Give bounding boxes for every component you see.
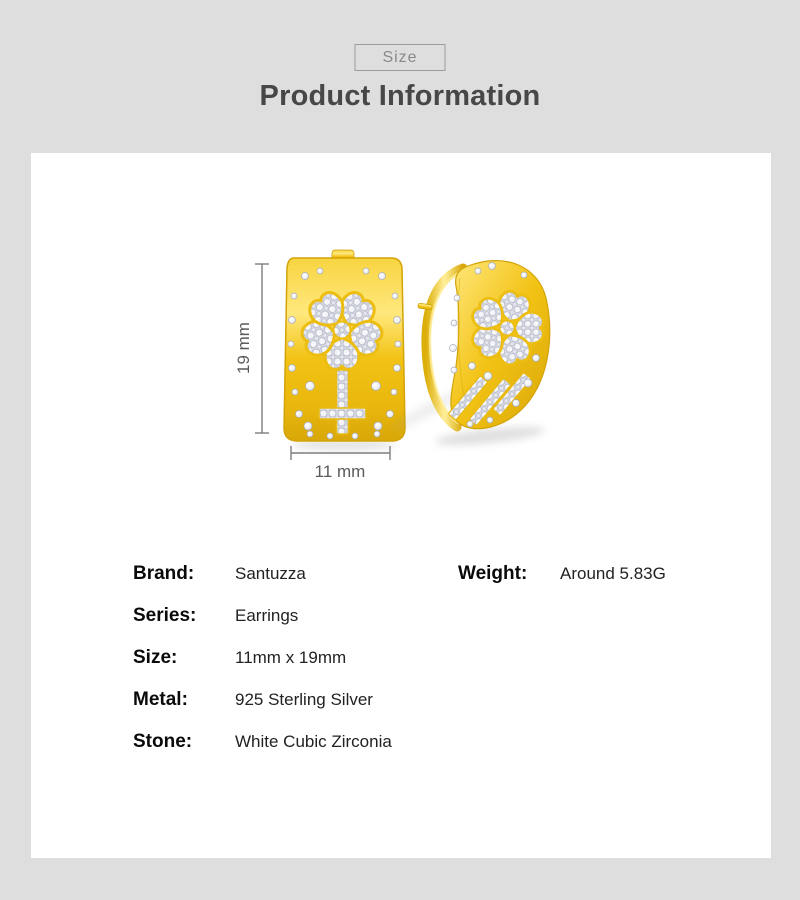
page-title: Product Information xyxy=(259,80,541,112)
size-tag: Size xyxy=(355,44,446,71)
spec-value: 11mm x 19mm xyxy=(235,648,347,667)
spec-value: White Cubic Zirconia xyxy=(235,732,392,751)
height-dimension-label: 19 mm xyxy=(234,322,253,374)
left-earring xyxy=(283,250,405,451)
earrings-image xyxy=(220,238,580,488)
spec-label: Metal: xyxy=(133,689,188,710)
product-card xyxy=(31,153,771,858)
spec-row-series xyxy=(133,605,298,627)
spec-value: Earrings xyxy=(235,606,299,625)
spec-row-metal xyxy=(133,689,373,711)
width-dimension xyxy=(291,446,390,481)
spec-row-brand xyxy=(133,563,306,585)
spec-value: Santuzza xyxy=(235,564,306,583)
spec-label: Stone: xyxy=(133,731,193,752)
spec-value: 925 Sterling Silver xyxy=(235,690,373,709)
spec-label: Size: xyxy=(133,647,178,668)
product-illustration xyxy=(220,238,580,488)
spec-label: Weight: xyxy=(458,563,528,584)
spec-label: Series: xyxy=(133,605,197,626)
spec-row-stone xyxy=(133,731,392,753)
spec-row-size xyxy=(133,647,346,669)
width-dimension-label: 11 mm xyxy=(314,462,366,481)
spec-row-weight xyxy=(458,563,666,585)
height-dimension xyxy=(234,264,269,433)
spec-label: Brand: xyxy=(133,563,195,584)
right-earring xyxy=(388,261,556,449)
spec-value: Around 5.83G xyxy=(560,564,666,583)
